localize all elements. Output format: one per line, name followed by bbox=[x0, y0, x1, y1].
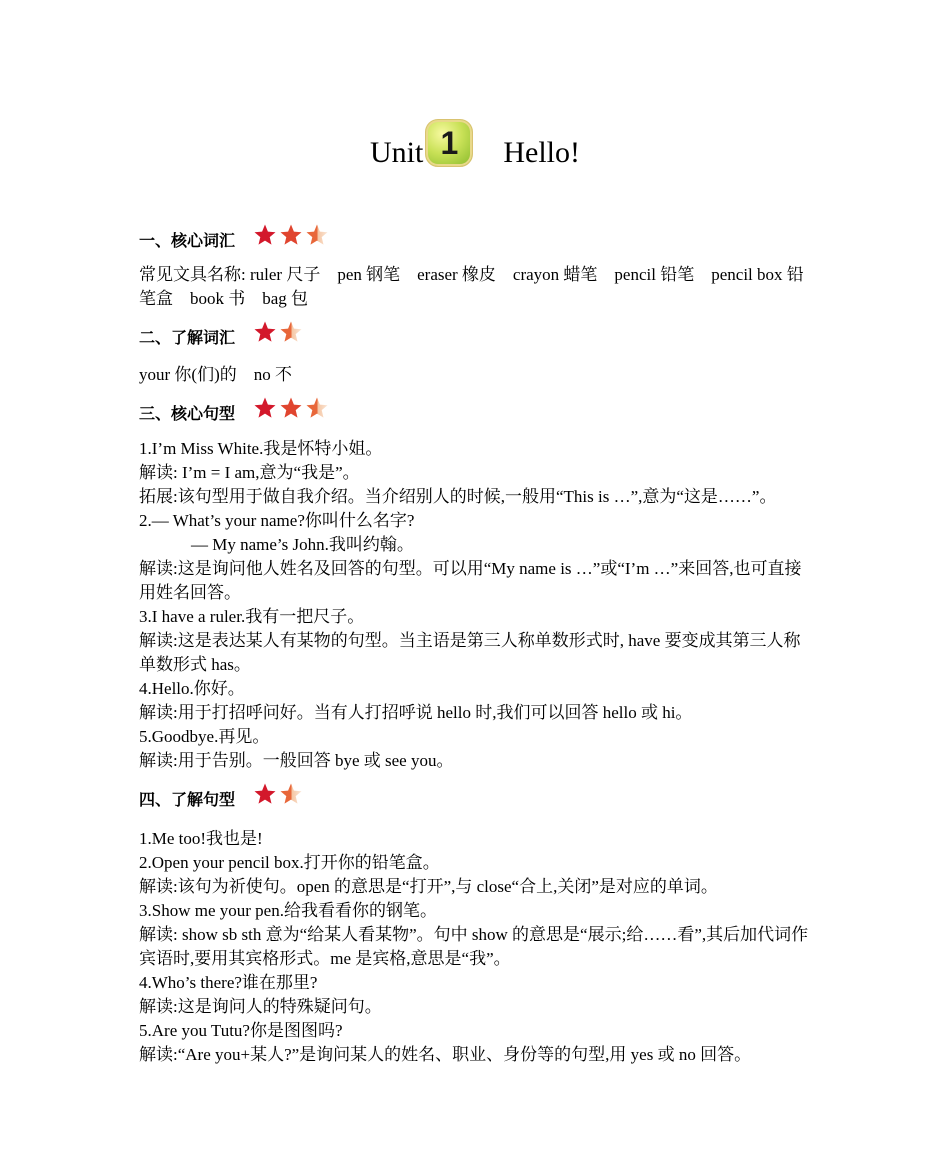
star-half-icon bbox=[279, 782, 303, 806]
explanation-line: 解读:用于告别。一般回答 bye 或 see you。 bbox=[139, 751, 454, 770]
explanation-line: 解读: show sb sth 意为“给某人看某物”。句中 show 的意思是“展示;给……看”,其后加代词作宾语时,要用其宾格形式。me 是宾格,意思是“我”。 bbox=[139, 925, 809, 968]
star-full-icon bbox=[253, 320, 277, 344]
section-heading-extra-vocabulary bbox=[139, 321, 811, 351]
sentence-line: 5.Goodbye.再见。 bbox=[139, 727, 270, 746]
sentence-line: 3.Show me your pen.给我看看你的钢笔。 bbox=[139, 901, 437, 920]
section-title: 四、了解句型 bbox=[139, 789, 236, 809]
unit-title bbox=[139, 112, 811, 194]
sentence-line: 2.Open your pencil box.打开你的铅笔盒。 bbox=[139, 853, 440, 872]
star-full-icon bbox=[253, 396, 277, 420]
star-half-icon bbox=[305, 396, 329, 420]
section-title: 二、了解词汇 bbox=[139, 327, 236, 347]
unit-word: Unit bbox=[370, 136, 424, 169]
explanation-line: 解读:这是询问他人姓名及回答的句型。可以用“My name is …”或“I’m …”来回答,也可直接用姓名回答。 bbox=[139, 559, 802, 602]
star-half-icon bbox=[305, 223, 329, 247]
star-rating bbox=[253, 320, 305, 344]
section-title: 三、核心句型 bbox=[139, 403, 236, 423]
sentence-line: 3.I have a ruler.我有一把尺子。 bbox=[139, 607, 365, 626]
lesson-title: Hello! bbox=[503, 136, 580, 169]
answer-line: — My name’s John.我叫约翰。 bbox=[191, 535, 414, 554]
explanation-line: 解读:这是询问人的特殊疑问句。 bbox=[139, 997, 382, 1016]
vocab-line: 常见文具名称: ruler 尺子 pen 钢笔 eraser 橡皮 crayon 蜡笔 pencil 铅笔 pencil box 铅笔盒 book 书 bag 包 bbox=[139, 265, 804, 308]
unit-number: 1 bbox=[440, 124, 459, 161]
star-full-icon bbox=[279, 396, 303, 420]
sentence-line: 5.Are you Tutu?你是图图吗? bbox=[139, 1021, 343, 1040]
star-rating bbox=[253, 396, 331, 420]
section-body bbox=[139, 263, 811, 311]
star-full-icon bbox=[253, 782, 277, 806]
explanation-line: 解读:“Are you+某人?”是询问某人的姓名、职业、身份等的句型,用 yes 或 no 回答。 bbox=[139, 1045, 752, 1064]
explanation-line: 解读: I’m = I am,意为“我是”。 bbox=[139, 463, 360, 482]
explanation-line: 解读:用于打招呼问好。当有人打招呼说 hello 时,我们可以回答 hello 或 hi。 bbox=[139, 703, 693, 722]
explanation-line: 解读:该句为祈使句。open 的意思是“打开”,与 close“合上,关闭”是对应的单词。 bbox=[139, 877, 718, 896]
star-full-icon bbox=[279, 223, 303, 247]
star-full-icon bbox=[253, 223, 277, 247]
section-heading-extra-sentences bbox=[139, 783, 811, 813]
explanation-line: 解读:这是表达某人有某物的句型。当主语是第三人称单数形式时, have 要变成其第三人称单数形式 has。 bbox=[139, 631, 801, 674]
star-rating bbox=[253, 223, 331, 247]
section-heading-core-sentences bbox=[139, 397, 811, 427]
star-rating bbox=[253, 782, 305, 806]
section-body bbox=[139, 437, 811, 773]
star-half-icon bbox=[279, 320, 303, 344]
document-page bbox=[139, 112, 811, 1067]
extension-line: 拓展:该句型用于做自我介绍。当介绍别人的时候,一般用“This is …”,意为“这是……”。 bbox=[139, 487, 777, 506]
section-heading-core-vocabulary bbox=[139, 224, 811, 254]
section-body bbox=[139, 827, 811, 1067]
sentence-line: 1.Me too!我也是! bbox=[139, 829, 263, 848]
sentence-line: 1.I’m Miss White.我是怀特小姐。 bbox=[139, 439, 383, 458]
unit-number-badge bbox=[425, 119, 473, 167]
sentence-line: 4.Hello.你好。 bbox=[139, 679, 245, 698]
section-body bbox=[139, 363, 811, 387]
sentence-line: 4.Who’s there?谁在那里? bbox=[139, 973, 318, 992]
section-title: 一、核心词汇 bbox=[139, 230, 236, 250]
sentence-line: 2.— What’s your name?你叫什么名字? bbox=[139, 511, 415, 530]
vocab-line: your 你(们)的 no 不 bbox=[139, 365, 292, 384]
